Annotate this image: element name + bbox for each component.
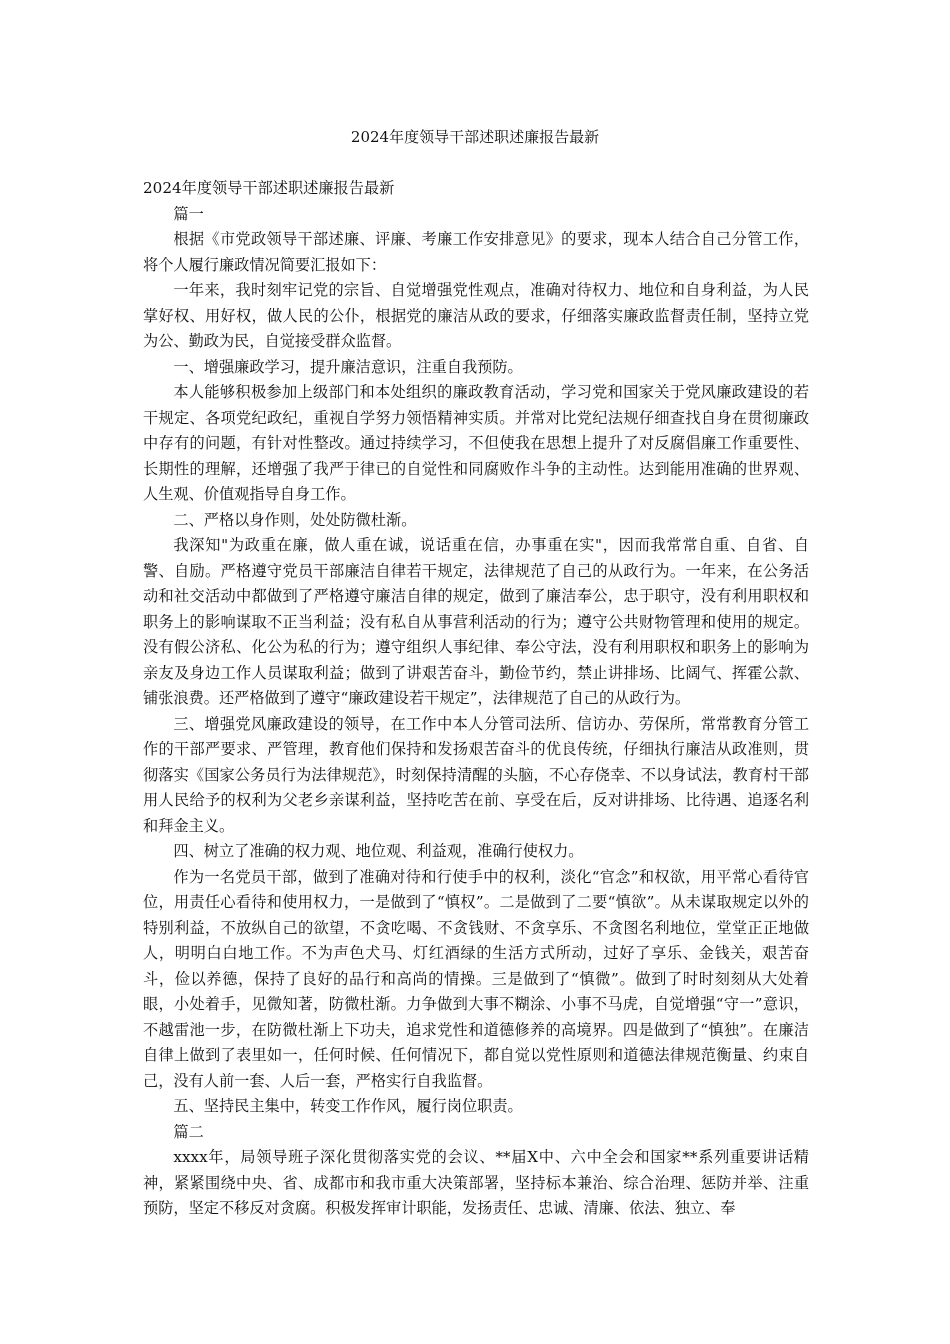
paragraph: 一年来，我时刻牢记党的宗旨、自觉增强党性观点，准确对待权力、地位和自身利益，为人民掌好权、用好权，做人民的公仆，根据党的廉洁从政的要求，仔细落实廉政监督责任制，坚持立党为公、勤政为民，自觉接受群众监督。 <box>143 281 809 350</box>
paragraph: 我深知"为政重在廉，做人重在诚，说话重在信，办事重在实"，因而我常常自重、自省、自警、自励。严格遵守党员干部廉洁自律若干规定，法律规范了自己的从政行为。一年来，在公务活动和社交活动中都做到了严格遵守廉洁自律的规定，做到了廉洁奉公，忠于职守，没有利用职权和职务上的影响谋取不正当利益；没有私自从事营利活动的行为；遵守公共财物管理和使用的规定。没有假公济私、化公为私的行为；遵守组织人事纪律、奉公守法，没有利用职权和职务上的影响为亲友及身边工作人员谋取利益；做到了讲艰苦奋斗，勤俭节约，禁止讲排场、比阔气、挥霍公款、铺张浪费。还严格做到了遵守“廉政建设若干规定”，法律规范了自己的从政行为。 <box>143 536 809 707</box>
document-title: 2024年度领导干部述职述廉报告最新 <box>143 179 395 197</box>
paragraph: 五、坚持民主集中，转变工作作风，履行岗位职责。 <box>173 1097 523 1115</box>
paragraph: 三、增强党风廉政建设的领导，在工作中本人分管司法所、信访办、劳保所，常常教育分管工作的干部严要求、严管理，教育他们保持和发扬艰苦奋斗的优良传统，仔细执行廉洁从政准则，贯彻落实《国家公务员行为法律规范》，时刻保持清醒的头脑，不心存侥幸、不以身试法，教育村干部用人民给予的权利为父老乡亲谋利益，坚持吃苦在前、享受在后，反对讲排场、比待遇、追逐名利和拜金主义。 <box>143 714 809 835</box>
paragraph: 篇二 <box>173 1122 204 1141</box>
paragraph: 一、增强廉政学习，提升廉洁意识，注重自我预防。 <box>173 357 523 376</box>
page-header-title: 2024年度领导干部述职述廉报告最新 <box>350 128 600 146</box>
paragraph: 本人能够积极参加上级部门和本处组织的廉政教育活动，学习党和国家关于党风廉政建设的若干规定、各项党纪政纪，重视自学努力领悟精神实质。并常对比党纪法规仔细查找自身在贯彻廉政中存有的问题，有针对性整改。通过持续学习，不但使我在思想上提升了对反腐倡廉工作重要性、长期性的理解，还增强了我严于律已的自觉性和同腐败作斗争的主动性。达到能用准确的世界观、人生观、价值观指导自身工作。 <box>143 383 809 503</box>
paragraph: 四、树立了准确的权力观、地位观、利益观，准确行使权力。 <box>173 842 584 860</box>
paragraph: 根据《市党政领导干部述廉、评廉、考廉工作安排意见》的要求，现本人结合自己分管工作，将个人履行廉政情况简要汇报如下： <box>143 230 809 274</box>
paragraph: xxxx年，局领导班子深化贯彻落实党的会议、**届X中、六中全会和国家**系列重要讲话精神，紧紧围绕中央、省、成都市和我市重大决策部署，坚持标本兼治、综合治理、惩防并举、注重预防，坚定不移反对贪腐。积极发挥审计职能，发扬责任、忠诚、清廉、依法、独立、奉 <box>143 1148 809 1217</box>
paragraph: 篇一 <box>173 204 204 223</box>
document-body <box>143 176 809 1222</box>
paragraph: 二、严格以身作则，处处防微杜渐。 <box>173 510 417 529</box>
paragraph: 作为一名党员干部，做到了准确对待和行使手中的权利，淡化“官念”和权欲，用平常心看待官位，用责任心看待和使用权力，一是做到了“慎权”。二是做到了二要“慎欲”。从未谋取规定以外的特别利益，不放纵自己的欲望，不贪吃喝、不贪钱财、不贪享乐、不贪图名利地位，堂堂正正地做人，明明白白地工作。不为声色犬马、灯红酒绿的生活方式所动，过好了享乐、金钱关，艰苦奋斗，俭以养德，保持了良好的品行和高尚的情操。三是做到了“慎微”。做到了时时刻刻从大处着眼，小处着手，见微知著，防微杜渐。力争做到大事不糊涂、小事不马虎，自觉增强“守一”意识，不越雷池一步，在防微杜渐上下功夫，追求党性和道德修养的高境界。四是做到了“慎独”。在廉洁自律上做到了表里如一，任何时候、任何情况下，都自觉以党性原则和道德法律规范衡量、约束自己，没有人前一套、人后一套，严格实行自我监督。 <box>143 867 809 1090</box>
